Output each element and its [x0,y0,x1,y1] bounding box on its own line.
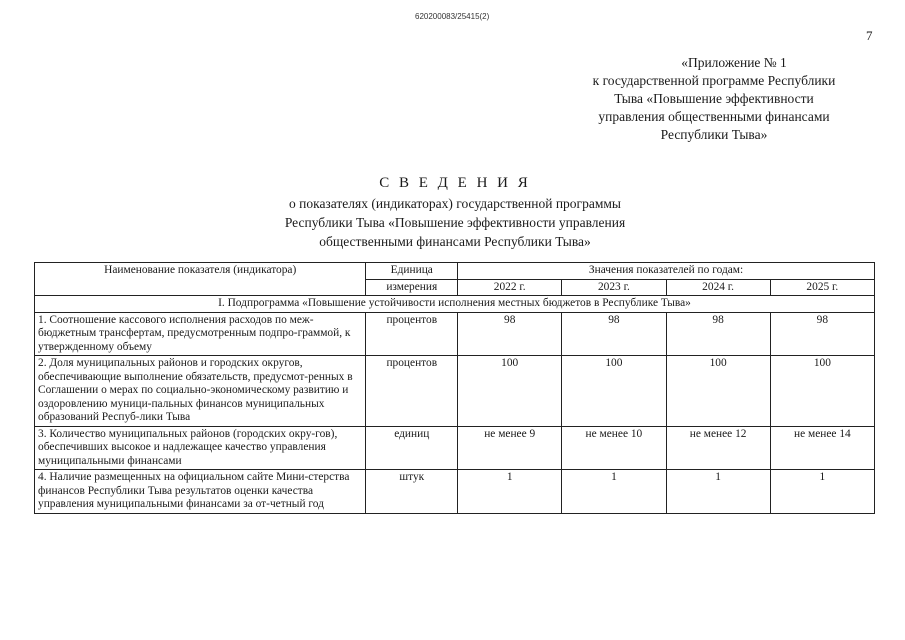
indicator-name: 3. Количество муниципальных районов (городских окру-гов), обеспечивших высокое и надлежащее качество управления муниципальными финансами [35,426,366,470]
table-row [35,312,875,356]
table-row [35,426,875,470]
heading-line-2: Республики Тыва «Повышение эффективности управления [284,215,626,230]
value-2023: 98 [562,312,666,356]
value-2022: не менее 9 [458,426,562,470]
table-row [35,470,875,514]
page-number: 7 [866,28,873,43]
header-year-2023: 2023 г. [562,279,666,296]
value-2024: не менее 12 [666,426,770,470]
header-year-2025: 2025 г. [770,279,874,296]
header-unit-line1: Единица [366,263,458,280]
value-2024: 100 [666,356,770,427]
document-heading [200,174,710,251]
table-row [35,356,875,427]
value-2024: 98 [666,312,770,356]
indicators-table [34,262,875,514]
appendix-line-1: «Приложение № 1 [681,55,787,70]
section-title: I. Подпрограмма «Повышение устойчивости исполнения местных бюджетов в Республике Тыва» [35,296,875,313]
section-row [35,296,875,313]
appendix-line-2: к государственной программе Республики [592,73,836,88]
appendix-line-3: Тыва «Повышение эффективности [614,91,814,106]
header-indicator-name: Наименование показателя (индикатора) [35,263,366,296]
appendix-line-5: Республики Тыва» [660,127,768,142]
value-2025: 100 [770,356,874,427]
heading-title: С В Е Д Е Н И Я [379,175,531,191]
value-2024: 1 [666,470,770,514]
value-2022: 100 [458,356,562,427]
value-2023: не менее 10 [562,426,666,470]
value-2025: 1 [770,470,874,514]
value-2025: 98 [770,312,874,356]
appendix-reference [564,54,864,144]
header-year-2022: 2022 г. [458,279,562,296]
indicator-unit: штук [366,470,458,514]
value-2023: 100 [562,356,666,427]
indicator-name: 4. Наличие размещенных на официальном сайте Мини-стерства финансов Республики Тыва результатов оценки качества управления муниципальными финансами за от-четный год [35,470,366,514]
value-2022: 98 [458,312,562,356]
heading-line-1: о показателях (индикаторах) государственной программы [288,196,621,211]
header-unit-line2: измерения [366,279,458,296]
header-year-2024: 2024 г. [666,279,770,296]
indicator-name: 2. Доля муниципальных районов и городских округов, обеспечивающие выполнение обязательств, предусмот-ренных в Соглашении о мерах по социально-экономическому развитию и оздоровлению муници-пальных финансов муниципальных образований Респуб-лики Тыва [35,356,366,427]
value-2022: 1 [458,470,562,514]
indicator-unit: единиц [366,426,458,470]
value-2025: не менее 14 [770,426,874,470]
indicator-unit: процентов [366,312,458,356]
header-values-group: Значения показателей по годам: [458,263,875,280]
value-2023: 1 [562,470,666,514]
heading-line-3: общественными финансами Республики Тыва» [319,234,591,249]
indicator-unit: процентов [366,356,458,427]
appendix-line-4: управления общественными финансами [598,109,830,124]
indicator-name: 1. Соотношение кассового исполнения расходов по меж-бюджетным трансфертам, предусмотренным подпро-граммой, к утвержденному объему [35,312,366,356]
document-id: 620200083/25415(2) [415,12,490,21]
